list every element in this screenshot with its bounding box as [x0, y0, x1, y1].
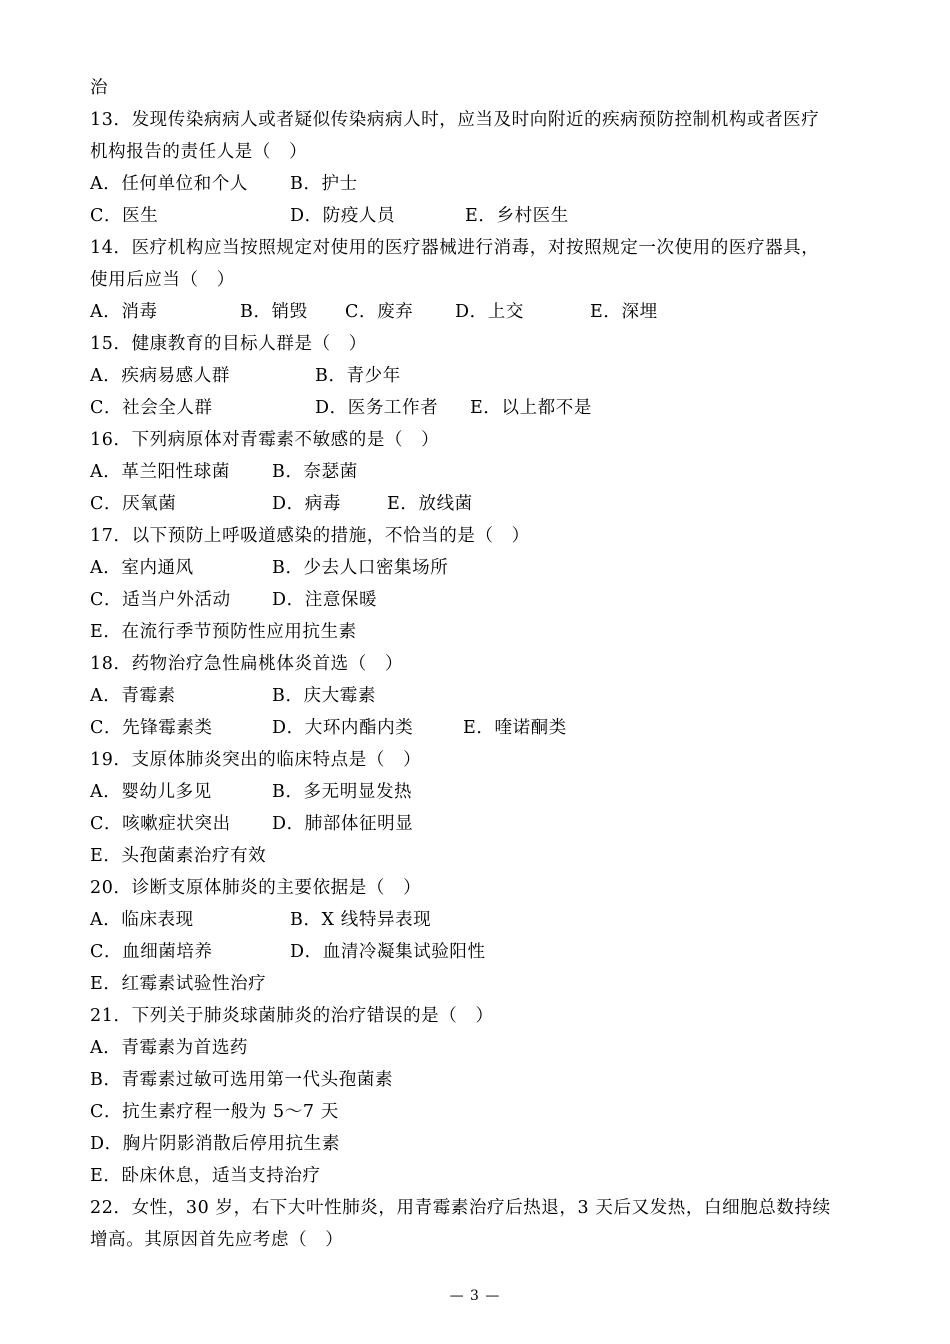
- answer-option: B．庆大霉素: [272, 686, 376, 706]
- answer-option: C．咳嗽症状突出: [90, 814, 231, 834]
- answer-option: D．血清冷凝集试验阳性: [290, 942, 486, 962]
- answer-option: A．任何单位和个人: [90, 174, 249, 194]
- answer-option: A．婴幼儿多见: [90, 782, 212, 802]
- answer-option: D．注意保暖: [272, 590, 378, 610]
- page-number: — 3 —: [449, 1288, 501, 1304]
- answer-option: B．少去人口密集场所: [272, 558, 449, 578]
- text-line: 21．下列关于肺炎球菌肺炎的治疗错误的是（ ）: [90, 1006, 494, 1026]
- text-line: 20．诊断支原体肺炎的主要依据是（ ）: [90, 878, 422, 898]
- text-line: E．红霉素试验性治疗: [90, 974, 267, 994]
- text-line: 15．健康教育的目标人群是（ ）: [90, 334, 367, 354]
- answer-option: E．乡村医生: [465, 206, 569, 226]
- question-list: [90, 72, 870, 1256]
- text-line: C．抗生素疗程一般为 5～7 天: [90, 1102, 339, 1122]
- answer-option: C．医生: [90, 206, 159, 226]
- text-line: 使用后应当（ ）: [90, 270, 235, 290]
- answer-option: E．放线菌: [387, 494, 473, 514]
- option-row: [90, 456, 870, 488]
- answer-option: E．喹诺酮类: [463, 718, 567, 738]
- answer-option: D．病毒: [272, 494, 341, 514]
- answer-option: D．上交: [455, 302, 524, 322]
- option-row: [90, 680, 870, 712]
- option-row: [90, 360, 870, 392]
- text-line: 22．女性，30 岁，右下大叶性肺炎，用青霉素治疗后热退，3 天后又发热，白细胞总数持续: [90, 1198, 831, 1218]
- answer-option: B．X 线特异表现: [290, 910, 432, 930]
- answer-option: D．肺部体征明显: [272, 814, 414, 834]
- answer-option: A．消毒: [90, 302, 158, 322]
- text-line: A．青霉素为首选药: [90, 1038, 249, 1058]
- text-line: 19．支原体肺炎突出的临床特点是（ ）: [90, 750, 422, 770]
- option-row: [90, 584, 870, 616]
- option-row: [90, 776, 870, 808]
- option-row: [90, 488, 870, 520]
- answer-option: C．厌氧菌: [90, 494, 177, 514]
- answer-option: D．大环内酯内类: [272, 718, 414, 738]
- text-line: E．卧床休息，适当支持治疗: [90, 1166, 321, 1186]
- text-line: 机构报告的责任人是（ ）: [90, 142, 308, 162]
- text-line: E．在流行季节预防性应用抗生素: [90, 622, 357, 642]
- answer-option: C．血细菌培养: [90, 942, 213, 962]
- text-line: E．头孢菌素治疗有效: [90, 846, 267, 866]
- option-row: [90, 168, 870, 200]
- answer-option: B．护士: [290, 174, 358, 194]
- answer-option: C．社会全人群: [90, 398, 213, 418]
- option-row: [90, 808, 870, 840]
- answer-option: D．防疫人员: [290, 206, 396, 226]
- text-line: 16．下列病原体对青霉素不敏感的是（ ）: [90, 430, 440, 450]
- option-row: [90, 712, 870, 744]
- answer-option: A．革兰阳性球菌: [90, 462, 230, 482]
- option-row: [90, 552, 870, 584]
- answer-option: C．先锋霉素类: [90, 718, 213, 738]
- answer-option: D．医务工作者: [315, 398, 439, 418]
- answer-option: C．废弃: [345, 302, 414, 322]
- answer-option: B．多无明显发热: [272, 782, 413, 802]
- text-line: B．青霉素过敏可选用第一代头孢菌素: [90, 1070, 394, 1090]
- answer-option: A．青霉素: [90, 686, 176, 706]
- answer-option: A．临床表现: [90, 910, 194, 930]
- text-line: 14．医疗机构应当按照规定对使用的医疗器械进行消毒，对按照规定一次使用的医疗器具，: [90, 238, 820, 258]
- text-line: 17．以下预防上呼吸道感染的措施，不恰当的是（ ）: [90, 526, 530, 546]
- option-row: [90, 904, 870, 936]
- text-line: 18．药物治疗急性扁桃体炎首选（ ）: [90, 654, 404, 674]
- text-line: 增高。其原因首先应考虑（ ）: [90, 1230, 344, 1250]
- text-line: 治: [90, 78, 109, 98]
- answer-option: C．适当户外活动: [90, 590, 231, 610]
- answer-option: E．深埋: [590, 302, 658, 322]
- option-row: [90, 392, 870, 424]
- answer-option: E．以上都不是: [470, 398, 592, 418]
- answer-option: A．室内通风: [90, 558, 194, 578]
- answer-option: B．销毁: [240, 302, 308, 322]
- option-row: [90, 936, 870, 968]
- answer-option: B．奈瑟菌: [272, 462, 358, 482]
- answer-option: B．青少年: [315, 366, 401, 386]
- option-row: [90, 200, 870, 232]
- text-line: D．胸片阴影消散后停用抗生素: [90, 1134, 340, 1154]
- text-line: 13．发现传染病病人或者疑似传染病病人时，应当及时向附近的疾病预防控制机构或者医疗: [90, 110, 820, 130]
- answer-option: A．疾病易感人群: [90, 366, 230, 386]
- option-row: [90, 296, 870, 328]
